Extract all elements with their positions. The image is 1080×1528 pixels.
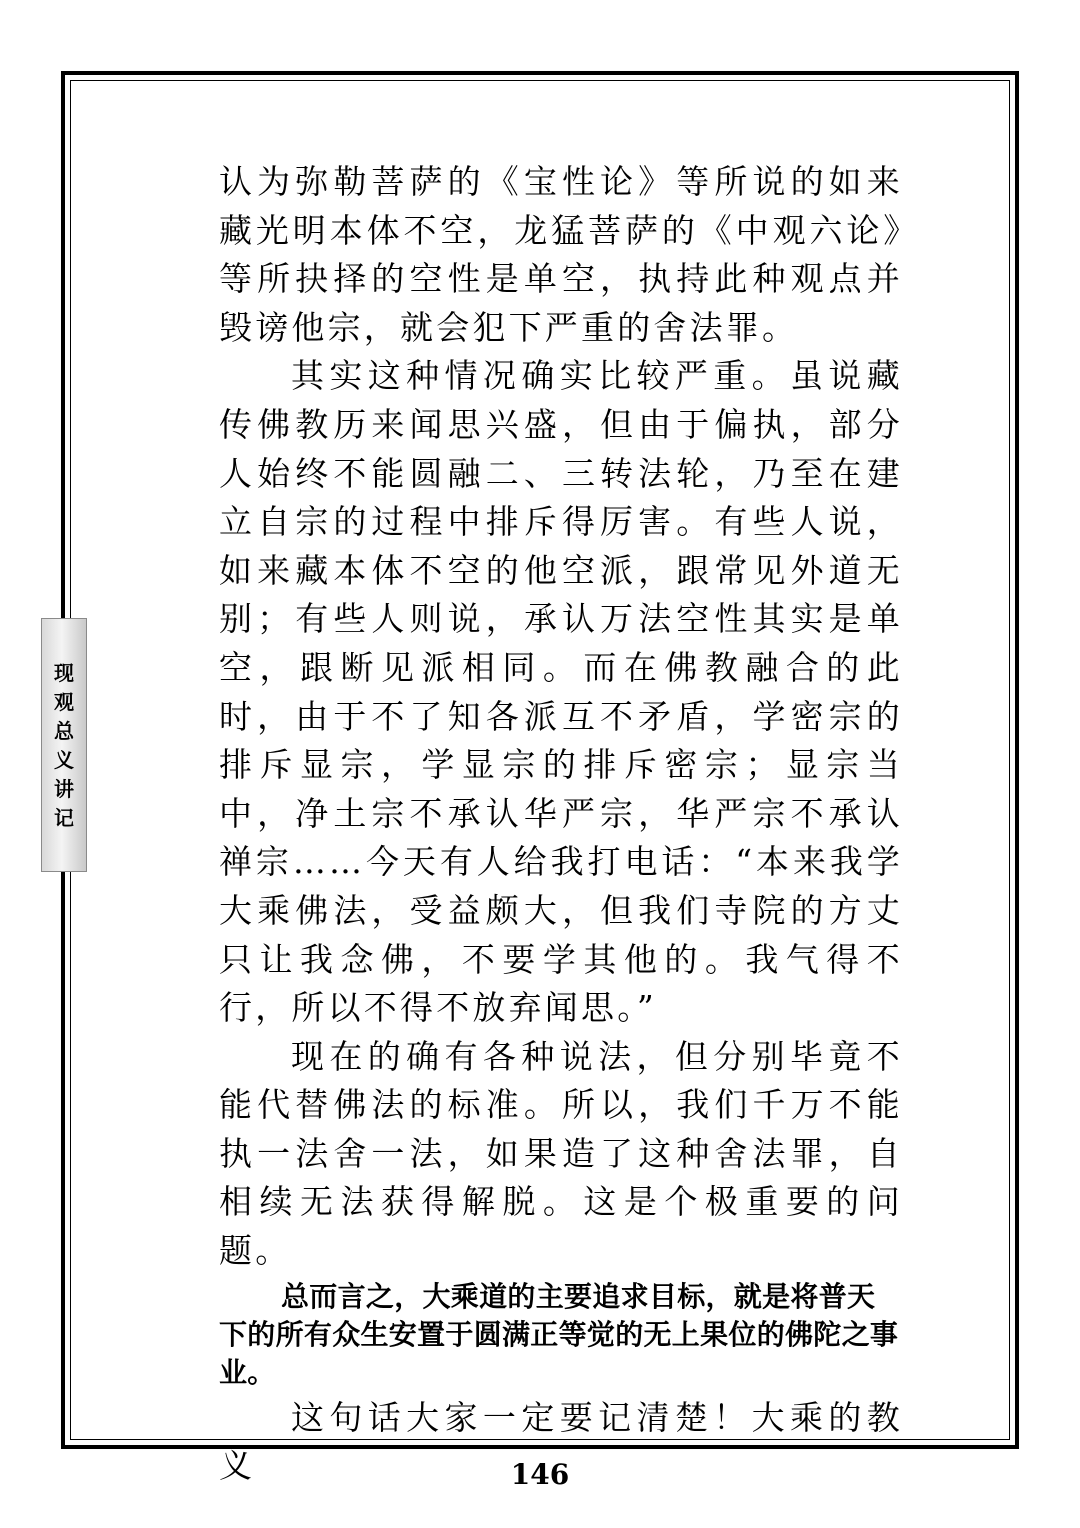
- side-tab-char: 讲: [54, 777, 74, 801]
- side-tab-char: 观: [54, 690, 74, 714]
- side-tab-book-title: [41, 618, 87, 872]
- paragraph-quote-bold: 总而言之，大乘道的主要追求目标，就是将普天下的所有众生安置于圆满正等觉的无上果位的佛陀之事业。: [219, 1279, 899, 1389]
- paragraph-5: 这句话大家一定要记清楚！大乘的教义: [219, 1397, 903, 1486]
- paragraph-3: 现在的确有各种说法，但分别毕竟不能代替佛法的标准。所以，我们千万不能执一法舍一法，如果造了这种舍法罪，自相续无法获得解脱。这是个极重要的问题。: [219, 1036, 903, 1271]
- side-tab-char: 现: [54, 661, 74, 685]
- body-text: [219, 158, 903, 1491]
- page-number: 146: [510, 1458, 570, 1491]
- side-tab-char: 总: [54, 719, 74, 743]
- paragraph-1: 认为弥勒菩萨的《宝性论》等所说的如来藏光明本体不空，龙猛菩萨的《中观六论》等所抉择的空性是单空，执持此种观点并毁谤他宗，就会犯下严重的舍法罪。: [219, 162, 903, 347]
- side-tab-char: 记: [54, 806, 74, 830]
- paragraph-2: 其实这种情况确实比较严重。虽说藏传佛教历来闻思兴盛，但由于偏执，部分人始终不能圆融二、三转法轮，乃至在建立自宗的过程中排斥得厉害。有些人说，如来藏本体不空的他空派，跟常见外道无别；有些人则说，承认万法空性其实是单空，跟断见派相同。而在佛教融合的此时，由于不了知各派互不矛盾，学密宗的排斥显宗，学显宗的排斥密宗；显宗当中，净土宗不承认华严宗，华严宗不承认禅宗……今天有人给我打电话：“本来我学大乘佛法，受益颇大，但我们寺院的方丈只让我念佛，不要学其他的。我气得不行，所以不得不放弃闻思。”: [219, 356, 903, 1028]
- side-tab-char: 义: [54, 748, 74, 772]
